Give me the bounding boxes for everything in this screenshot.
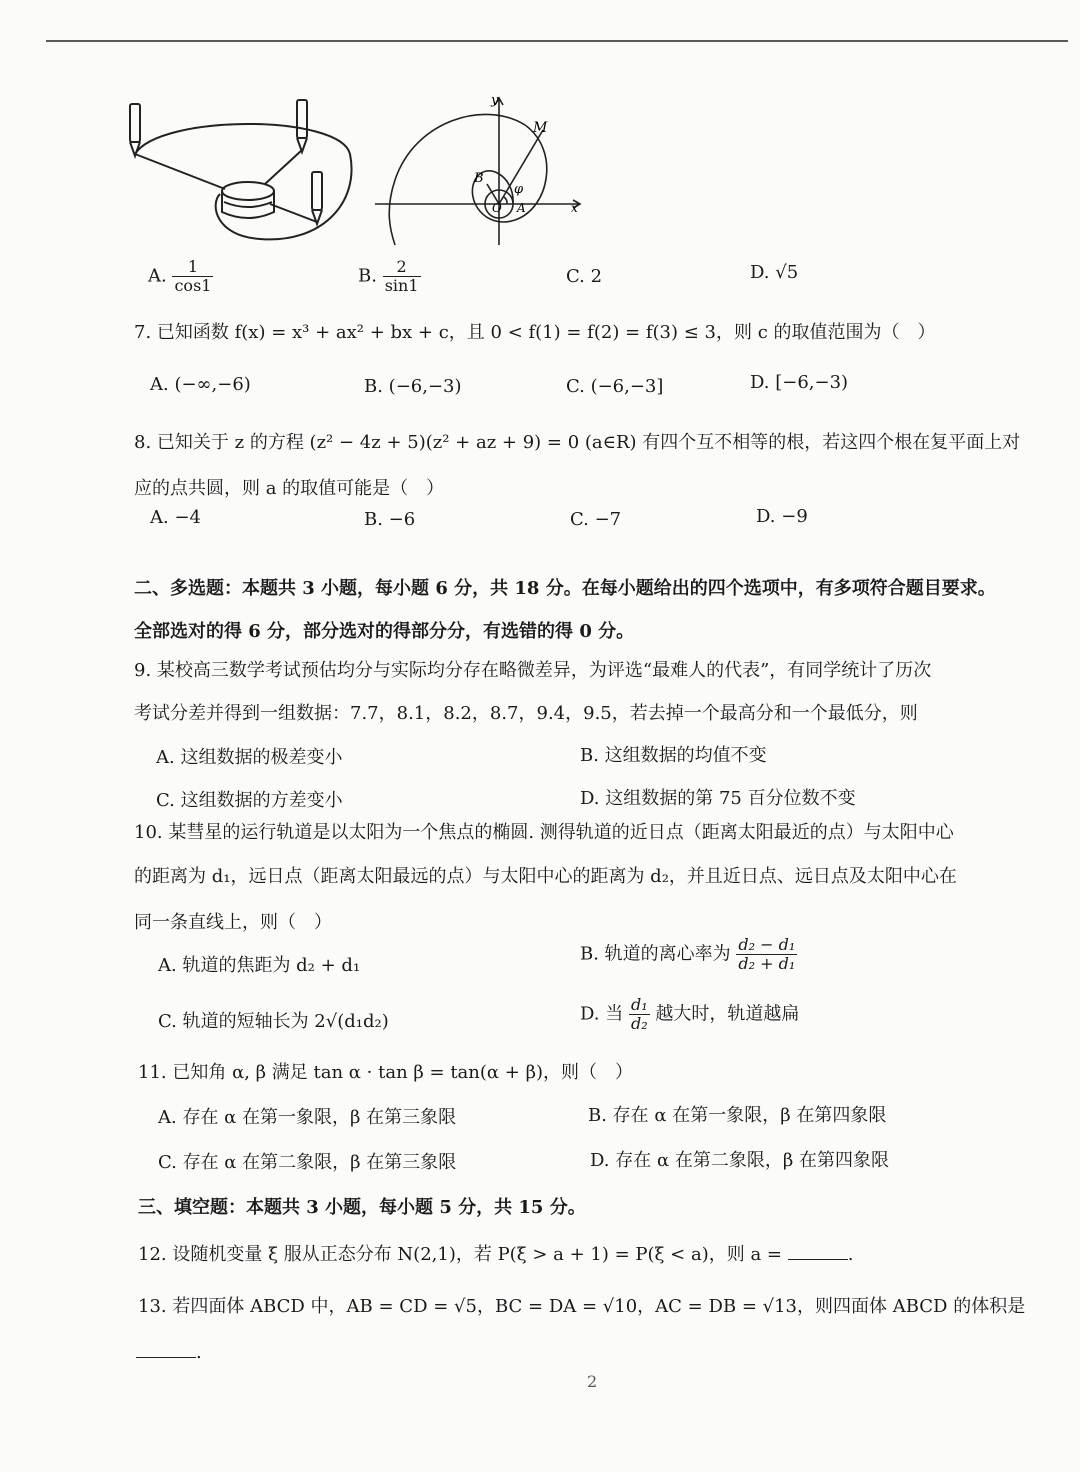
- q7-option-a: A. (−∞,−6): [150, 374, 251, 395]
- q6-option-b-label: B.: [358, 265, 377, 287]
- q10-option-b-prefix: B. 轨道的离心率为: [580, 943, 731, 965]
- q12-stem: [138, 1240, 853, 1266]
- q10-stem-line3: 同一条直线上，则（ ）: [134, 912, 332, 933]
- q6-option-b-fraction: $\frac{2}{\sin 1}$: [384, 257, 419, 295]
- label-b: B: [474, 171, 484, 186]
- q9-option-a: A. 这组数据的极差变小: [156, 747, 343, 768]
- page-number: 2: [587, 1372, 598, 1391]
- q10-option-d-fraction: $\frac{\text{d₁}}{\text{d₂}}$: [630, 995, 648, 1033]
- q7-option-b: B. (−6,−3): [364, 376, 462, 397]
- q6-option-d: D. √5: [750, 262, 799, 283]
- q11-option-b: B. 存在 α 在第一象限，β 在第四象限: [588, 1105, 887, 1126]
- q6-option-a: [148, 258, 213, 295]
- header-rule: [46, 40, 1068, 42]
- ellipse-drawing-figure: [120, 94, 360, 254]
- q9-option-b: B. 这组数据的均值不变: [580, 745, 767, 766]
- q10-option-d: [580, 996, 799, 1033]
- q9-stem-line2: 考试分差并得到一组数据：7.7，8.1，8.2，8.7，9.4，9.5，若去掉一个最高分和一个最低分，则: [134, 703, 918, 724]
- q8-option-b: B. −6: [364, 509, 416, 530]
- label-m: M: [533, 120, 548, 136]
- q7-option-c: C. (−6,−3]: [566, 376, 664, 397]
- q10-stem-line2: 的距离为 d₁，远日点（距离太阳最远的点）与太阳中心的距离为 d₂，并且近日点、远日点及太阳中心在: [134, 866, 957, 887]
- q8-stem-line1: 8. 已知关于 z 的方程 (z² − 4z + 5)(z² + az + 9) = 0 (a∈R) 有四个互不相等的根，若这四个根在复平面上对: [134, 432, 1021, 453]
- q9-option-c: C. 这组数据的方差变小: [156, 790, 343, 811]
- q7-option-d: D. [−6,−3): [750, 372, 849, 393]
- label-o: O: [492, 201, 502, 215]
- section3-heading: 三、填空题：本题共 3 小题，每小题 5 分，共 15 分。: [138, 1197, 586, 1218]
- q6-option-a-fraction: $\frac{1}{\cos 1}$: [174, 257, 212, 295]
- q10-option-c: C. 轨道的短轴长为 2√(d₁d₂): [158, 1011, 389, 1032]
- label-phi: φ: [514, 182, 524, 197]
- q12-answer-blank[interactable]: [788, 1245, 848, 1260]
- q8-option-a: A. −4: [150, 507, 201, 528]
- q10-option-b-fraction: $\frac{\text{d₂ − d₁}}{\text{d₂ + d₁}}$: [738, 935, 796, 973]
- q9-stem-line1: 9. 某校高三数学考试预估均分与实际均分存在略微差异，为评选“最难人的代表”，有同学统计了历次: [134, 660, 932, 681]
- q11-option-a: A. 存在 α 在第一象限，β 在第三象限: [158, 1107, 457, 1128]
- q12-end: .: [847, 1244, 854, 1265]
- q10-option-a: A. 轨道的焦距为 d₂ + d₁: [158, 955, 361, 976]
- q13-answer: [136, 1342, 202, 1363]
- q13-end: .: [196, 1342, 202, 1363]
- q7-stem: 7. 已知函数 f(x) = x³ + ax² + bx + c，且 0 < f(1) = f(2) = f(3) ≤ 3，则 c 的取值范围为（ ）: [134, 322, 936, 343]
- q9-option-d: D. 这组数据的第 75 百分位数不变: [580, 788, 856, 809]
- q10-option-d-suffix: 越大时，轨道越扁: [655, 1003, 800, 1025]
- q10-option-b: [580, 936, 797, 973]
- q12-text: 12. 设随机变量 ξ 服从正态分布 N(2,1)，若 P(ξ > a + 1) = P(ξ < a)，则 a =: [138, 1244, 782, 1265]
- q8-stem-line2: 应的点共圆，则 a 的取值可能是（ ）: [134, 478, 445, 499]
- q13-answer-blank[interactable]: [136, 1343, 196, 1358]
- q11-option-c: C. 存在 α 在第二象限，β 在第三象限: [158, 1152, 457, 1173]
- q6-option-b: [358, 258, 421, 295]
- q6-option-c: C. 2: [566, 266, 603, 287]
- q10-stem-line1: 10. 某彗星的运行轨道是以太阳为一个焦点的椭圆. 测得轨道的近日点（距离太阳最近的点）与太阳中心: [134, 822, 954, 843]
- spiral-coordinate-figure: [365, 90, 595, 250]
- q6-option-a-label: A.: [148, 265, 167, 287]
- q13-stem: 13. 若四面体 ABCD 中，AB = CD = √5，BC = DA = √10，AC = DB = √13，则四面体 ABCD 的体积是: [138, 1296, 1026, 1317]
- section2-heading-line1: 二、多选题：本题共 3 小题，每小题 6 分，共 18 分。在每小题给出的四个选项中，有多项符合题目要求。: [134, 578, 996, 599]
- q11-stem: 11. 已知角 α, β 满足 tan α · tan β = tan(α + β)，则（ ）: [138, 1062, 634, 1083]
- q8-option-c: C. −7: [570, 509, 622, 530]
- q8-option-d: D. −9: [756, 506, 808, 527]
- q10-option-d-prefix: D. 当: [580, 1003, 624, 1025]
- label-x: x: [571, 201, 578, 215]
- label-y: y: [491, 93, 499, 108]
- label-a: A: [517, 201, 526, 215]
- section2-heading-line2: 全部选对的得 6 分，部分选对的得部分分，有选错的得 0 分。: [134, 621, 635, 642]
- q11-option-d: D. 存在 α 在第二象限，β 在第四象限: [590, 1150, 889, 1171]
